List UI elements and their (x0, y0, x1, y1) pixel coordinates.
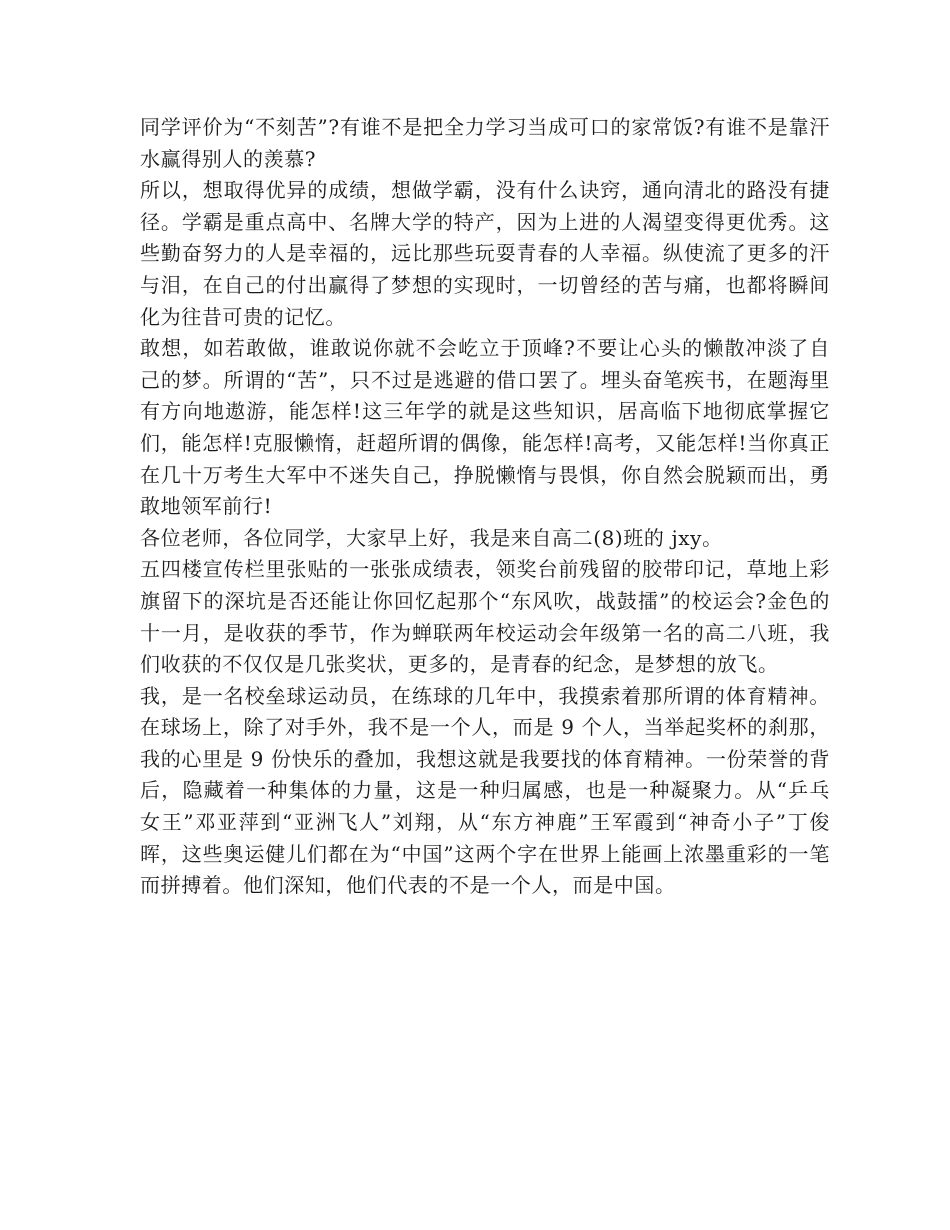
paragraph-6: 我，是一名校垒球运动员，在练球的几年中，我摸索着那所谓的体育精神。在球场上，除了对手外，我不是一个人，而是 9 个人，当举起奖杯的刹那，我的心里是 9 份快乐的叠加，我想这就是我要找的体育精神。一份荣誉的背后，隐藏着一种集体的力量，这是一种归属感，也是一种凝聚力。从“乒乓女王”邓亚萍到“亚洲飞人”刘翔，从“东方神鹿”王军霞到“神奇小子”丁俊晖，这些奥运健儿们都在为“中国”这两个字在世界上能画上浓墨重彩的一笔而拼搏着。他们深知，他们代表的不是一个人，而是中国。 (140, 683, 830, 898)
paragraph-2: 所以，想取得优异的成绩，想做学霸，没有什么诀窍，通向清北的路没有捷径。学霸是重点高中、名牌大学的特产，因为上进的人渴望变得更优秀。这些勤奋努力的人是幸福的，远比那些玩耍青春的人幸福。纵使流了更多的汗与泪，在自己的付出赢得了梦想的实现时，一切曾经的苦与痛，也都将瞬间化为往昔可贵的记忆。 (140, 178, 830, 329)
paragraph-1: 同学评价为“不刻苦”?有谁不是把全力学习当成可口的家常饭?有谁不是靠汗水赢得别人的羡慕? (140, 115, 830, 171)
paragraph-5: 五四楼宣传栏里张贴的一张张成绩表，领奖台前残留的胶带印记，草地上彩旗留下的深坑是否还能让你回忆起那个“东风吹，战鼓擂”的校运会?金色的十一月，是收获的季节，作为蝉联两年校运动会年级第一名的高二八班，我们收获的不仅仅是几张奖状，更多的，是青春的纪念，是梦想的放飞。 (140, 557, 830, 677)
paragraph-3: 敢想，如若敢做，谁敢说你就不会屹立于顶峰?不要让心头的懒散冲淡了自己的梦。所谓的“苦”，只不过是逃避的借口罢了。埋头奋笔疾书，在题海里有方向地遨游，能怎样!这三年学的就是这些知识，居高临下地彻底掌握它们，能怎样!克服懒惰，赶超所谓的偶像，能怎样!高考，又能怎样!当你真正在几十万考生大军中不迷失自己，挣脱懒惰与畏惧，你自然会脱颖而出，勇敢地领军前行! (140, 336, 830, 519)
document-body (140, 112, 830, 902)
paragraph-4: 各位老师，各位同学，大家早上好，我是来自高二(8)班的 jxy。 (140, 525, 723, 550)
